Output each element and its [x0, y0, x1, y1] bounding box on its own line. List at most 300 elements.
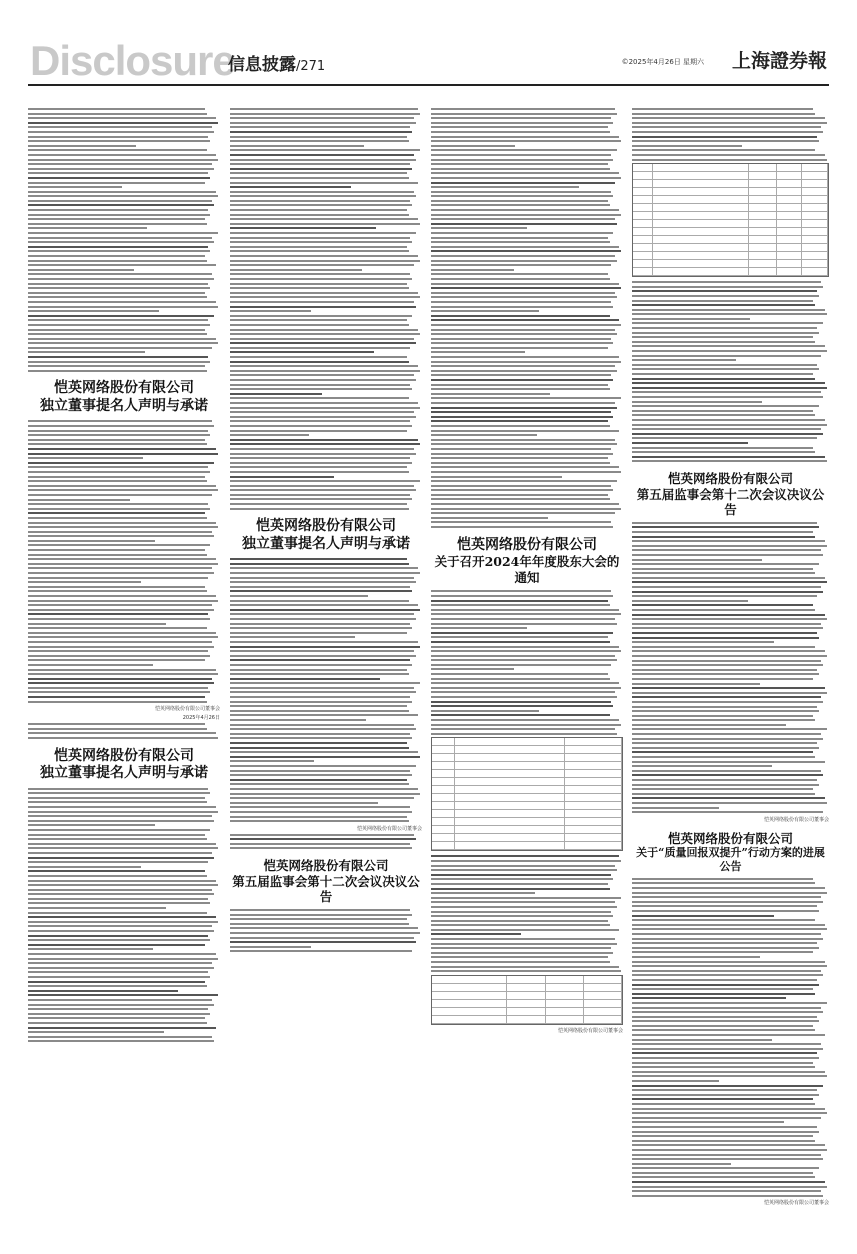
- text-line: [230, 186, 351, 188]
- table-row: [432, 786, 622, 794]
- text-line: [632, 1149, 827, 1151]
- text-line: [28, 159, 218, 161]
- text-line: [28, 168, 214, 170]
- text-line: [632, 1057, 819, 1059]
- text-line: [230, 163, 410, 165]
- text-line: [431, 149, 617, 151]
- text-line: [632, 710, 819, 712]
- text-line: [632, 692, 827, 694]
- text-line: [28, 494, 212, 496]
- text-line: [431, 448, 611, 450]
- text-line: [28, 618, 210, 620]
- table-row: [432, 794, 622, 802]
- table-row: [432, 1000, 622, 1008]
- text-line: [230, 914, 412, 916]
- table-cell: [565, 810, 622, 817]
- text-line: [230, 329, 418, 331]
- text-line: [632, 149, 815, 151]
- text-line: [632, 1154, 821, 1156]
- text-line: [28, 912, 207, 914]
- text-line: [431, 664, 611, 666]
- text-line: [230, 613, 414, 615]
- text-line: [431, 526, 613, 528]
- text-line: [632, 784, 819, 786]
- table-cell: [653, 204, 749, 211]
- text-line: [28, 875, 207, 877]
- text-line: [230, 324, 409, 326]
- text-line: [28, 218, 205, 220]
- text-line: [28, 581, 141, 583]
- text-line: [632, 951, 813, 953]
- text-line: [632, 947, 819, 949]
- text-line: [230, 136, 407, 138]
- text-line: [28, 163, 212, 165]
- text-line: [431, 719, 619, 721]
- text-line: [632, 765, 772, 767]
- text-line: [632, 1195, 823, 1197]
- text-line: [632, 405, 819, 407]
- text-line: [28, 499, 130, 501]
- text-line: [28, 315, 214, 317]
- text-line: [230, 503, 407, 505]
- text-line: [632, 136, 817, 138]
- table-cell: [653, 244, 749, 251]
- text-line: [230, 636, 355, 638]
- text-line: [431, 430, 619, 432]
- text-line: [431, 159, 613, 161]
- text-line: [431, 324, 621, 326]
- table-cell: [749, 188, 777, 195]
- text-line: [431, 641, 610, 643]
- text-line: [632, 673, 819, 675]
- text-line: [632, 577, 825, 579]
- text-line: [230, 154, 414, 156]
- table-cell: [507, 976, 545, 983]
- text-line: [632, 536, 815, 538]
- text-line: [632, 456, 825, 458]
- body-text-block: [431, 108, 623, 528]
- text-line: [431, 600, 608, 602]
- text-line: [230, 673, 409, 675]
- text-line: [28, 627, 207, 629]
- text-line: [28, 232, 218, 234]
- text-line: [230, 941, 416, 943]
- text-line: [28, 269, 134, 271]
- text-line: [431, 223, 617, 225]
- table-cell: [455, 818, 564, 825]
- text-line: [28, 967, 214, 969]
- text-line: [230, 195, 416, 197]
- text-line: [632, 896, 821, 898]
- table-cell: [455, 786, 564, 793]
- table-cell: [565, 738, 622, 745]
- table-cell: [633, 172, 653, 179]
- text-line: [28, 439, 205, 441]
- text-line: [632, 1052, 817, 1054]
- text-line: [632, 1117, 821, 1119]
- text-line: [431, 191, 611, 193]
- text-line: [431, 379, 613, 381]
- text-line: [230, 793, 420, 795]
- signature: 恺英网络股份有限公司董事会: [356, 825, 422, 832]
- text-line: [28, 723, 205, 725]
- text-line: [632, 145, 742, 147]
- text-line: [632, 892, 827, 894]
- text-line: [28, 324, 210, 326]
- text-line: [28, 260, 207, 262]
- text-line: [28, 476, 205, 478]
- text-line: [28, 971, 208, 973]
- text-line: [230, 443, 420, 445]
- text-line: [431, 462, 610, 464]
- text-line: [28, 820, 214, 822]
- announcement-title: 关于召开2024年年度股东大会的通知: [434, 554, 620, 585]
- text-line: [632, 1140, 815, 1142]
- text-line: [28, 195, 218, 197]
- text-line: [28, 1017, 205, 1019]
- text-line: [230, 342, 416, 344]
- table-row: [633, 164, 828, 172]
- text-line: [28, 824, 155, 826]
- text-line: [230, 453, 416, 455]
- table-cell: [565, 794, 622, 801]
- text-line: [28, 1004, 214, 1006]
- text-line: [632, 910, 819, 912]
- text-line: [230, 664, 412, 666]
- brand-logo: Disclosure: [30, 37, 235, 84]
- text-line: [632, 327, 817, 329]
- text-line: [230, 177, 409, 179]
- table-cell: [802, 260, 828, 267]
- text-line: [632, 1108, 825, 1110]
- table-cell: [432, 1016, 507, 1023]
- text-line: [431, 938, 615, 940]
- text-line: [431, 865, 615, 867]
- text-line: [632, 1002, 827, 1004]
- text-line: [230, 407, 420, 409]
- text-line: [632, 428, 821, 430]
- text-line: [431, 590, 611, 592]
- text-line: [28, 907, 166, 909]
- table-cell: [546, 1008, 584, 1015]
- text-line: [632, 442, 748, 444]
- text-line: [28, 296, 207, 298]
- text-line: [431, 319, 619, 321]
- text-line: [230, 113, 420, 115]
- text-line: [431, 878, 613, 880]
- text-line: [230, 172, 407, 174]
- table-cell: [749, 244, 777, 251]
- text-line: [431, 728, 615, 730]
- table-cell: [565, 818, 622, 825]
- text-line: [632, 887, 825, 889]
- text-line: [632, 1043, 821, 1045]
- text-line: [632, 756, 815, 758]
- table-cell: [802, 188, 828, 195]
- text-line: [431, 329, 615, 331]
- text-line: [431, 503, 619, 505]
- body-text-block: [632, 108, 829, 161]
- text-line: [28, 420, 212, 422]
- signature: 恺英网络股份有限公司董事会: [763, 1200, 829, 1207]
- text-line: [632, 997, 786, 999]
- text-line: [28, 930, 214, 932]
- text-line: [431, 163, 608, 165]
- text-line: [431, 966, 619, 968]
- table-cell: [565, 786, 622, 793]
- table-cell: [749, 236, 777, 243]
- table-cell: [584, 992, 622, 999]
- text-line: [632, 1080, 719, 1082]
- table-cell: [565, 754, 622, 761]
- text-line: [28, 815, 212, 817]
- text-line: [28, 806, 216, 808]
- text-line: [632, 924, 825, 926]
- text-line: [431, 122, 613, 124]
- table-cell: [653, 196, 749, 203]
- text-line: [230, 650, 414, 652]
- text-line: [632, 664, 823, 666]
- text-line: [431, 710, 539, 712]
- text-line: [230, 820, 409, 822]
- text-line: [431, 342, 613, 344]
- text-line: [28, 278, 214, 280]
- text-line: [632, 447, 813, 449]
- text-line: [28, 191, 216, 193]
- signature: 恺英网络股份有限公司董事会: [154, 706, 220, 713]
- text-line: [28, 554, 207, 556]
- text-line: [28, 732, 216, 734]
- text-line: [431, 292, 615, 294]
- table-row: [432, 826, 622, 834]
- text-line: [632, 788, 813, 790]
- text-line: [632, 965, 827, 967]
- text-line: [230, 471, 409, 473]
- table-cell: [507, 1008, 545, 1015]
- text-line: [230, 448, 414, 450]
- text-line: [632, 108, 813, 110]
- text-line: [230, 590, 412, 592]
- text-line: [431, 623, 617, 625]
- text-line: [28, 453, 218, 455]
- table-row: [633, 252, 828, 260]
- text-line: [28, 434, 210, 436]
- table-cell: [455, 802, 564, 809]
- text-line: [632, 811, 823, 813]
- text-line: [431, 232, 613, 234]
- text-line: [431, 439, 615, 441]
- text-line: [28, 540, 155, 542]
- table-cell: [565, 802, 622, 809]
- table-cell: [749, 204, 777, 211]
- text-line: [632, 696, 821, 698]
- table-row: [432, 770, 622, 778]
- text-line: [230, 365, 418, 367]
- table-cell: [653, 212, 749, 219]
- text-line: [28, 944, 205, 946]
- text-line: [230, 485, 414, 487]
- table-cell: [802, 204, 828, 211]
- text-line: [632, 387, 827, 389]
- table-cell: [584, 976, 622, 983]
- text-line: [28, 531, 212, 533]
- table-cell: [777, 252, 803, 259]
- text-line: [230, 126, 410, 128]
- text-line: [632, 382, 825, 384]
- text-line: [230, 319, 407, 321]
- text-line: [28, 563, 218, 565]
- table-cell: [584, 1000, 622, 1007]
- announcement-company: 恺英网络股份有限公司: [263, 858, 389, 874]
- text-line: [230, 292, 418, 294]
- text-line: [230, 204, 412, 206]
- text-line: [28, 567, 212, 569]
- text-line: [28, 880, 216, 882]
- text-line: [431, 869, 617, 871]
- announcement-title: 独立董事提名人声明与承诺: [242, 535, 410, 552]
- text-line: [632, 988, 813, 990]
- table-cell: [432, 746, 455, 753]
- text-line: [230, 140, 409, 142]
- text-line: [28, 696, 205, 698]
- text-line: [431, 691, 615, 693]
- signature: 恺英网络股份有限公司董事会: [557, 1027, 623, 1034]
- text-line: [632, 554, 823, 556]
- table-cell: [777, 260, 803, 267]
- announcement-title: 第五届监事会第十二次会议决议公告: [636, 486, 825, 518]
- text-line: [28, 737, 218, 739]
- text-line: [230, 370, 420, 372]
- text-line: [230, 783, 409, 785]
- text-line: [431, 659, 617, 661]
- body-text-block: [230, 108, 422, 510]
- table-cell: [633, 164, 653, 171]
- body-text-block: [230, 558, 422, 822]
- table-cell: [653, 172, 749, 179]
- text-line: [230, 595, 368, 597]
- text-line: [431, 494, 608, 496]
- table-cell: [777, 228, 803, 235]
- body-text-block: [431, 855, 623, 972]
- text-line: [431, 508, 621, 510]
- section-title: [228, 50, 325, 75]
- table-cell: [633, 180, 653, 187]
- text-line: [632, 549, 821, 551]
- text-line: [230, 237, 410, 239]
- table-cell: [653, 228, 749, 235]
- text-line: [632, 1131, 819, 1133]
- text-line: [431, 485, 611, 487]
- text-line: [632, 1190, 821, 1192]
- text-line: [431, 618, 615, 620]
- text-line: [230, 719, 366, 721]
- table-cell: [633, 228, 653, 235]
- text-line: [28, 319, 208, 321]
- text-line: [230, 714, 418, 716]
- text-line: [632, 600, 748, 602]
- text-line: [632, 526, 819, 528]
- text-line: [632, 678, 813, 680]
- text-line: [431, 186, 579, 188]
- body-text-block: [28, 788, 220, 1043]
- text-line: [230, 200, 410, 202]
- text-line: [431, 453, 613, 455]
- text-line: [632, 396, 823, 398]
- text-line: [431, 416, 613, 418]
- text-line: [230, 462, 412, 464]
- text-line: [632, 131, 823, 133]
- text-line: [28, 600, 218, 602]
- text-line: [28, 847, 218, 849]
- text-line: [28, 370, 207, 372]
- text-line: [230, 273, 410, 275]
- text-line: [230, 374, 414, 376]
- text-line: [28, 471, 210, 473]
- text-line: [230, 728, 416, 730]
- text-line: [632, 568, 813, 570]
- text-line: [28, 489, 218, 491]
- text-line: [632, 1121, 784, 1123]
- table-row: [432, 834, 622, 842]
- text-line: [28, 801, 207, 803]
- text-line: [431, 673, 608, 675]
- masthead-rule: [28, 84, 829, 86]
- text-line: [632, 669, 817, 671]
- table-cell: [432, 778, 455, 785]
- text-line: [230, 760, 314, 762]
- table-cell: [749, 164, 777, 171]
- text-line: [230, 705, 407, 707]
- table-row: [633, 268, 828, 276]
- text-line: [28, 1022, 207, 1024]
- text-line: [28, 310, 159, 312]
- text-line: [28, 604, 212, 606]
- table-row: [432, 1008, 622, 1016]
- text-line: [230, 310, 311, 312]
- text-line: [28, 678, 212, 680]
- text-line: [431, 627, 527, 629]
- text-line: [431, 480, 617, 482]
- text-line: [28, 329, 205, 331]
- text-line: [28, 838, 207, 840]
- text-line: [230, 788, 418, 790]
- text-line: [431, 195, 613, 197]
- text-line: [632, 368, 819, 370]
- text-line: [431, 361, 621, 363]
- text-line: [632, 451, 815, 453]
- text-line: [230, 572, 420, 574]
- text-line: [28, 829, 210, 831]
- text-line: [28, 866, 141, 868]
- text-line: [28, 586, 205, 588]
- table-cell: [455, 794, 564, 801]
- text-line: [632, 391, 821, 393]
- text-line: [28, 925, 212, 927]
- text-line: [230, 494, 410, 496]
- text-line: [632, 683, 760, 685]
- table-cell: [565, 762, 622, 769]
- text-line: [28, 462, 214, 464]
- text-line: [230, 333, 420, 335]
- text-line: [431, 668, 514, 670]
- text-line: [230, 278, 412, 280]
- text-line: [632, 295, 819, 297]
- text-line: [431, 397, 621, 399]
- table-cell: [653, 236, 749, 243]
- text-line: [431, 420, 608, 422]
- text-line: [28, 792, 210, 794]
- body-text-block: [230, 909, 422, 952]
